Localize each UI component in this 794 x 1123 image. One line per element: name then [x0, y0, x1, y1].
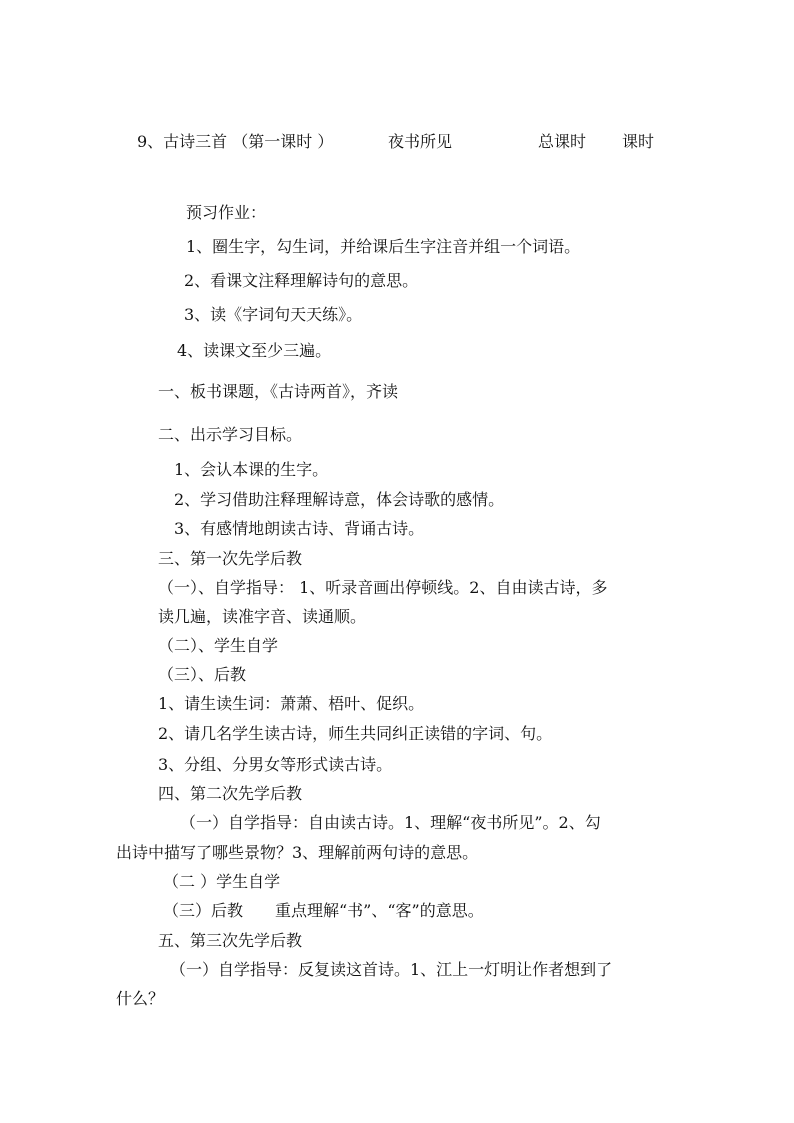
guide-text: 什么？	[116, 989, 165, 1008]
subsection-heading: （二）、学生自学	[158, 636, 279, 655]
subsection-heading: （二 ）学生自学	[163, 872, 281, 891]
step-item: 1、请生读生词：萧萧、梧叶、促织。	[158, 694, 425, 713]
poem-title: 夜书所见	[388, 132, 453, 151]
total-periods-label: 总课时	[538, 132, 587, 151]
period-label: 课时	[622, 132, 655, 151]
goal-item: 1、会认本课的生字。	[174, 460, 329, 479]
preview-item: 4、读课文至少三遍。	[177, 341, 332, 360]
goal-item: 2、学习借助注释理解诗意，体会诗歌的感情。	[174, 490, 505, 509]
guide-text: （一）自学指导：反复读这首诗。1、江上一灯明让作者想到了	[170, 960, 613, 979]
step-item: 2、请几名学生读古诗，师生共同纠正读错的字词、句。	[158, 724, 553, 743]
subsection-heading: （三）、后教	[158, 665, 247, 684]
section-heading: 五、第三次先学后教	[158, 931, 303, 950]
subsection-heading: （三）后教 重点理解“书”、“客”的意思。	[163, 901, 484, 920]
guide-text: （一）自学指导：自由读古诗。1、理解“夜书所见”。2、勾	[180, 813, 601, 832]
preview-item: 2、看课文注释理解诗句的意思。	[184, 271, 419, 290]
preview-item: 1、圈生字，勾生词，并给课后生字注音并组一个词语。	[186, 237, 581, 256]
goal-item: 3、有感情地朗读古诗、背诵古诗。	[174, 519, 425, 538]
guide-text: 读几遍，读准字音、读通顺。	[158, 607, 367, 626]
step-item: 3、分组、分男女等形式读古诗。	[158, 755, 393, 774]
section-heading: 三、第一次先学后教	[158, 549, 303, 568]
section-heading: 四、第二次先学后教	[158, 784, 303, 803]
section-heading: 一、板书课题，《古诗两首》，齐读	[158, 382, 399, 401]
guide-text: （一）、自学指导： 1、听录音画出停顿线。2、自由读古诗，多	[158, 578, 608, 597]
preview-heading: 预习作业：	[186, 203, 267, 222]
preview-item: 3、读《字词句天天练》。	[184, 305, 363, 324]
section-heading: 二、出示学习目标。	[158, 425, 303, 444]
guide-text: 出诗中描写了哪些景物？3、理解前两句诗的意思。	[116, 843, 479, 862]
lesson-name: 9、古诗三首 （第一课时 ）	[137, 132, 334, 151]
